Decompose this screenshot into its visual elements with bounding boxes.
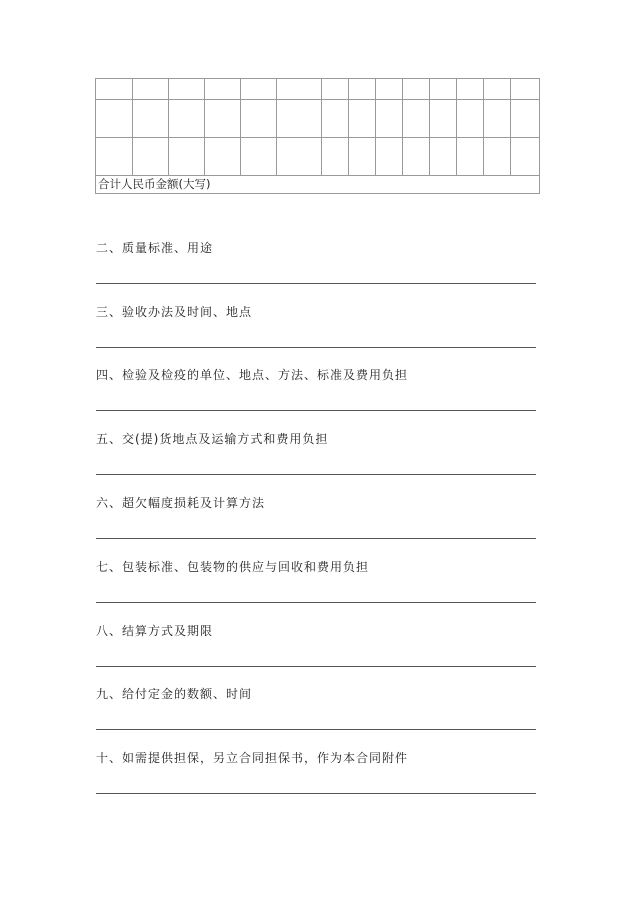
table-cell[interactable] — [484, 100, 511, 138]
table-cell[interactable] — [241, 138, 277, 176]
table-cell[interactable] — [241, 100, 277, 138]
fill-in-line[interactable] — [96, 474, 536, 475]
table-cell[interactable] — [430, 100, 457, 138]
goods-table — [95, 78, 540, 194]
fill-in-line[interactable] — [96, 602, 536, 603]
table-cell[interactable] — [376, 79, 403, 100]
section-settlement — [96, 623, 536, 683]
table-cell[interactable] — [169, 79, 205, 100]
table-cell[interactable] — [96, 100, 133, 138]
section-heading: 二、质量标准、用途 — [96, 241, 214, 255]
section-heading: 五、交(提)货地点及运输方式和费用负担 — [96, 432, 329, 446]
table-cell[interactable] — [430, 138, 457, 176]
section-delivery — [96, 431, 536, 491]
table-cell[interactable] — [430, 79, 457, 100]
section-heading: 三、验收办法及时间、地点 — [96, 305, 253, 319]
table-cell[interactable] — [403, 100, 430, 138]
section-heading: 七、包装标准、包装物的供应与回收和费用负担 — [96, 560, 370, 574]
table-cell[interactable] — [511, 138, 540, 176]
table-cell[interactable] — [322, 79, 349, 100]
table-cell[interactable] — [205, 100, 241, 138]
total-row — [96, 176, 540, 194]
table-cell[interactable] — [403, 138, 430, 176]
table-cell[interactable] — [277, 100, 322, 138]
section-heading: 八、结算方式及期限 — [96, 624, 214, 638]
table-cell[interactable] — [133, 138, 169, 176]
table-cell[interactable] — [457, 138, 484, 176]
table-cell[interactable] — [349, 79, 376, 100]
table-cell[interactable] — [349, 100, 376, 138]
table-cell[interactable] — [205, 79, 241, 100]
table-cell[interactable] — [484, 138, 511, 176]
table-cell[interactable] — [403, 79, 430, 100]
section-guarantee — [96, 750, 536, 810]
table-cell[interactable] — [169, 138, 205, 176]
table-cell[interactable] — [205, 138, 241, 176]
section-acceptance-method — [96, 304, 536, 364]
table-cell[interactable] — [133, 100, 169, 138]
table-header-row — [96, 79, 540, 100]
section-heading: 六、超欠幅度损耗及计算方法 — [96, 496, 266, 510]
fill-in-line[interactable] — [96, 347, 536, 348]
section-inspection — [96, 367, 536, 427]
table-cell[interactable] — [277, 138, 322, 176]
section-quality-standard — [96, 240, 536, 300]
table-cell[interactable] — [96, 138, 133, 176]
section-heading: 十、如需提供担保，另立合同担保书，作为本合同附件 — [96, 751, 409, 765]
table-cell[interactable] — [511, 100, 540, 138]
fill-in-line[interactable] — [96, 666, 536, 667]
table-cell[interactable] — [241, 79, 277, 100]
fill-in-line[interactable] — [96, 793, 536, 794]
table-row — [96, 138, 540, 176]
table-cell[interactable] — [277, 79, 322, 100]
table-cell[interactable] — [322, 138, 349, 176]
table-row — [96, 100, 540, 138]
fill-in-line[interactable] — [96, 283, 536, 284]
table-cell[interactable] — [511, 79, 540, 100]
fill-in-line[interactable] — [96, 729, 536, 730]
table-cell[interactable] — [96, 79, 133, 100]
fill-in-line[interactable] — [96, 410, 536, 411]
table-cell[interactable] — [484, 79, 511, 100]
table-cell[interactable] — [376, 138, 403, 176]
table-cell[interactable] — [322, 100, 349, 138]
table-cell[interactable] — [169, 100, 205, 138]
fill-in-line[interactable] — [96, 538, 536, 539]
table-cell[interactable] — [457, 79, 484, 100]
total-amount-label[interactable]: 合计人民币金额(大写) — [96, 176, 540, 194]
table-cell[interactable] — [349, 138, 376, 176]
section-deposit — [96, 686, 536, 746]
section-packaging — [96, 559, 536, 619]
section-heading: 四、检验及检疫的单位、地点、方法、标准及费用负担 — [96, 368, 409, 382]
table-cell[interactable] — [133, 79, 169, 100]
section-heading: 九、给付定金的数额、时间 — [96, 687, 253, 701]
section-loss-tolerance — [96, 495, 536, 555]
table-cell[interactable] — [457, 100, 484, 138]
table-cell[interactable] — [376, 100, 403, 138]
